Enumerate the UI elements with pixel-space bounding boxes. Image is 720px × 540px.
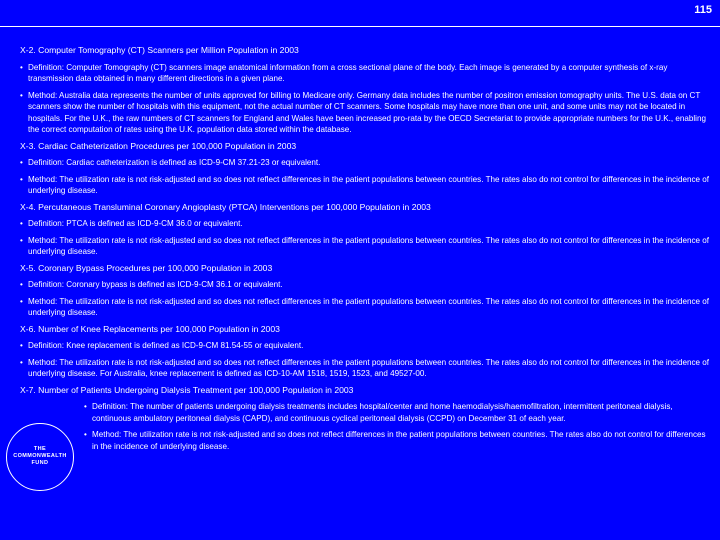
header-divider <box>0 26 720 27</box>
indented-bullets <box>84 401 710 452</box>
logo-text <box>13 446 67 467</box>
bullet-method: • Method: The utilization rate is not risk-adjusted and so does not reflect differences in the patient populations between countries. The rates also do not control for differences in the incidence of underlying disease. <box>20 235 710 258</box>
section-x7 <box>13 384 710 466</box>
section-heading: X-3. Cardiac Catheterization Procedures per 100,000 Population in 2003 <box>20 140 297 151</box>
section-heading: X-5. Coronary Bypass Procedures per 100,000 Population in 2003 <box>20 262 273 273</box>
bullet-definition: • Definition: Knee replacement is defined as ICD-9-CM 81.54-55 or equivalent. <box>20 340 710 352</box>
section-x4 <box>20 202 710 258</box>
notes-content <box>13 45 710 466</box>
bullet-definition: • Definition: The number of patients undergoing dialysis treatments includes hospital/center and home haemodialysis/haemofiltration, intermittent peritoneal dialysis, continuous ambulatory peritoneal dialysis (CAPD), and continuous cyclical peritoneal dialysis (CCPD) on December 31 of each year. <box>84 401 710 424</box>
section-heading: X-6. Number of Knee Replacements per 100,000 Population in 2003 <box>20 323 280 334</box>
section-heading: X-2. Computer Tomography (CT) Scanners per Million Population in 2003 <box>20 45 299 55</box>
bullet-method: • Method: Australia data represents the number of units approved for billing to Medicare only. Germany data includes the number of positron emission tomography units. The U.S. data on CT scanners show the number of hospitals with this equipment, not the actual number of CT scanners. Some hospitals may have more than one unit, and some units may not be located in hospitals. For the U.K., the raw numbers of CT scanners for England and Wales have been increased pro-rata by the OECD Secretariat to provide appropriate numbers for the U.K., enabling the correct computation of rates using the U.K. population data stored within the database. <box>20 90 710 136</box>
section-x5 <box>20 263 710 319</box>
bullet-method: • Method: The utilization rate is not risk-adjusted and so does not reflect differences in the patient populations between countries. The rates also do not control for differences in the incidence of underlying disease. For Australia, knee replacement is defined as ICD-10-AM 1518, 1519, 1523, and 49527-00. <box>20 357 710 380</box>
section-x3 <box>20 141 710 197</box>
page-number: 115 <box>694 4 712 16</box>
commonwealth-fund-logo <box>6 423 74 491</box>
logo-line: THE <box>33 446 47 452</box>
bullet-method: • Method: The utilization rate is not risk-adjusted and so does not reflect differences in the patient populations between countries. The rates also do not control for differences in the incidence of underlying disease. <box>84 429 710 452</box>
bullet-method: • Method: The utilization rate is not risk-adjusted and so does not reflect differences in the patient populations between countries. The rates also do not control for differences in the incidence of underlying disease. <box>20 174 710 197</box>
bullet-definition: • Definition: Cardiac catheterization is defined as ICD-9-CM 37.21-23 or equivalent. <box>20 157 710 169</box>
bullet-definition: • Definition: PTCA is defined as ICD-9-CM 36.0 or equivalent. <box>20 218 710 230</box>
section-x6 <box>20 324 710 380</box>
logo-line: FUND <box>31 460 49 466</box>
bullet-definition: • Definition: Coronary bypass is defined as ICD-9-CM 36.1 or equivalent. <box>20 279 710 291</box>
section-x2 <box>20 45 710 136</box>
section-heading: X-7. Number of Patients Undergoing Dialysis Treatment per 100,000 Population in 2003 <box>20 384 354 395</box>
section-heading: X-4. Percutaneous Transluminal Coronary Angioplasty (PTCA) Interventions per 100,000 Population in 2003 <box>20 201 431 212</box>
logo-line: COMMONWEALTH <box>13 453 67 459</box>
bullet-method: • Method: The utilization rate is not risk-adjusted and so does not reflect differences in the patient populations between countries. The rates also do not control for differences in the incidence of underlying disease. <box>20 296 710 319</box>
bullet-definition: • Definition: Computer Tomography (CT) scanners image anatomical information from a cross sectional plane of the body. Each image is generated by a computer synthesis of x-ray transmission data obtained in many different directions in a given plane. <box>20 62 710 85</box>
